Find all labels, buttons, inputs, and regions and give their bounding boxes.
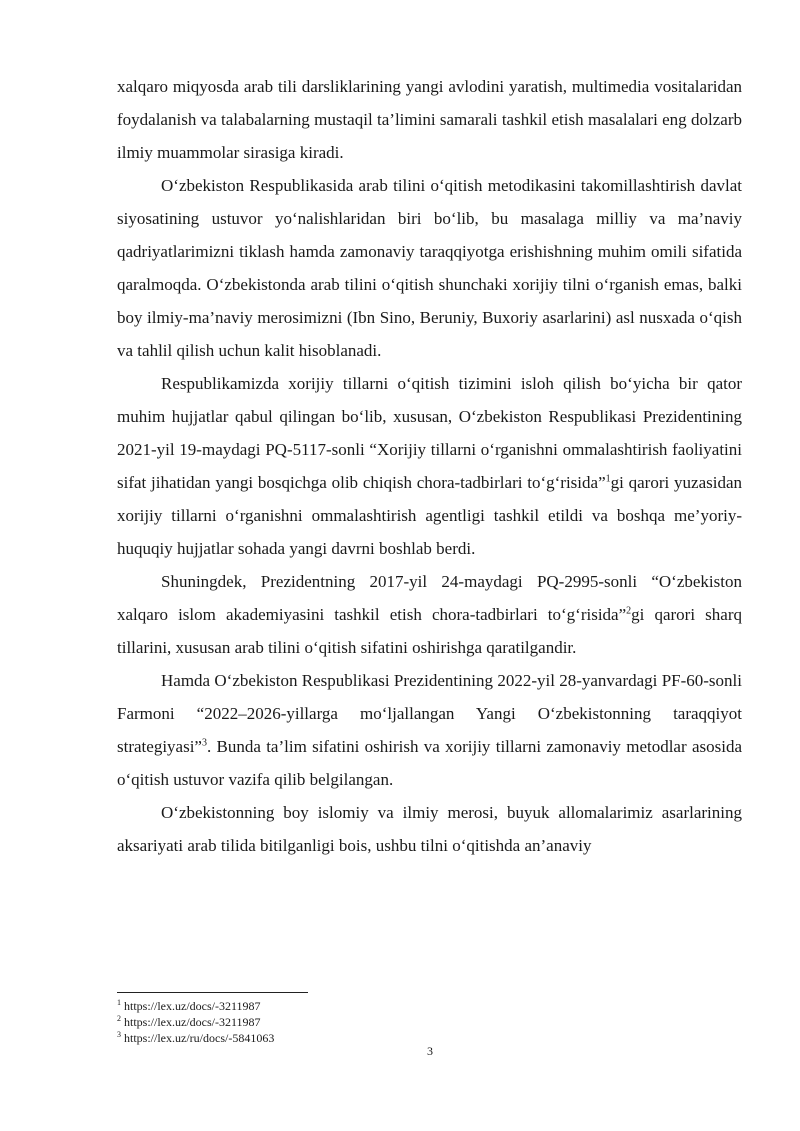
footnote-ref-2: 2 xyxy=(626,605,632,617)
paragraph-4 xyxy=(117,565,742,664)
paragraph-text: Hamda O‘zbekiston Respublikasi Prezidentining 2022-yil 28-yanvardagi PF-60-sonli Farmoni “2022–2026-yillarga mo‘ljallangan Yangi O‘zbekistonning taraqqiyot strategiyasi” xyxy=(117,671,742,756)
paragraph-3 xyxy=(117,367,742,565)
paragraph-text: xalqaro miqyosda arab tili darsliklarining yangi avlodini yaratish, multimedia vositalaridan foydalanish va talabalarning mustaqil ta’limini samarali tashkil etish masalalari eng dolzarb ilmiy muammolar sirasiga kiradi. xyxy=(117,77,742,162)
paragraph-text: gi qarori yuzasidan xorijiy tillarni o‘rganishni ommalashtirish agentligi tashkil etildi va boshqa me’yoriy-huquqiy hujjatlar sohada yangi davrni boshlab berdi. xyxy=(117,473,742,558)
footnote-2 xyxy=(117,1014,742,1030)
paragraph-text: O‘zbekistonning boy islomiy va ilmiy merosi, buyuk allomalarimiz asarlarining aksariyati arab tilida bitilganligi bois, ushbu tilni o‘qitishda an’anaviy xyxy=(117,803,742,855)
footnote-link[interactable]: https://lex.uz/ru/docs/-5841063 xyxy=(121,1031,275,1045)
paragraph-text: . Bunda ta’lim sifatini oshirish va xorijiy tillarni zamonaviy metodlar asosida o‘qitish ustuvor vazifa qilib belgilangan. xyxy=(117,737,742,789)
footnotes xyxy=(117,998,742,1046)
footnote-number: 1 xyxy=(117,998,121,1007)
page-number: 3 xyxy=(427,1044,433,1058)
paragraph-text: Respublikamizda xorijiy tillarni o‘qitish tizimini isloh qilish bo‘yicha bir qator muhim hujjatlar qabul qilingan bo‘lib, xususan, O‘zbekiston Respublikasi Prezidentining 2021-yil 19-maydagi PQ-5117-sonli “Xorijiy tillarni o‘rganishni ommalashtirish faoliyatini sifat jihatidan yangi bosqichga olib chiqish chora-tadbirlari to‘g‘risida” xyxy=(117,374,742,492)
paragraph-2 xyxy=(117,169,742,367)
footnote-link[interactable]: https://lex.uz/docs/-3211987 xyxy=(121,999,261,1013)
footnote-separator xyxy=(117,992,308,993)
footnote-1 xyxy=(117,998,742,1014)
paragraph-5 xyxy=(117,664,742,796)
footnote-number: 2 xyxy=(117,1014,121,1023)
body-text xyxy=(117,70,742,862)
footnote-ref-3: 3 xyxy=(201,737,207,749)
paragraph-text: gi qarori sharq tillarini, xususan arab tilini o‘qitish sifatini oshirishga qaratilgandir. xyxy=(117,605,742,657)
paragraph-text: Shuningdek, Prezidentning 2017-yil 24-maydagi PQ-2995-sonli “O‘zbekiston xalqaro islom akademiyasini tashkil etish chora-tadbirlari to‘g‘risida” xyxy=(117,572,742,624)
paragraph-6 xyxy=(117,796,742,862)
footnote-ref-1: 1 xyxy=(605,473,611,485)
paragraph-1 xyxy=(117,70,742,169)
paragraph-text: O‘zbekiston Respublikasida arab tilini o‘qitish metodikasini takomillashtirish davlat siyosatining ustuvor yo‘nalishlaridan biri bo‘lib, bu masalaga milliy va ma’naviy qadriyatlarimizni tiklash hamda zamonaviy taraqqiyotga erishishning muhim omili sifatida qaralmoqda. O‘zbekistonda arab tilini o‘qitish shunchaki xorijiy tilni o‘rganish emas, balki boy ilmiy-ma’naviy merosimizni (Ibn Sino, Beruniy, Buxoriy asarlarini) asl nusxada o‘qish va tahlil qilish uchun kalit hisoblanadi. xyxy=(117,176,742,360)
footnote-number: 3 xyxy=(117,1030,121,1039)
footnote-link[interactable]: https://lex.uz/docs/-3211987 xyxy=(121,1015,261,1029)
